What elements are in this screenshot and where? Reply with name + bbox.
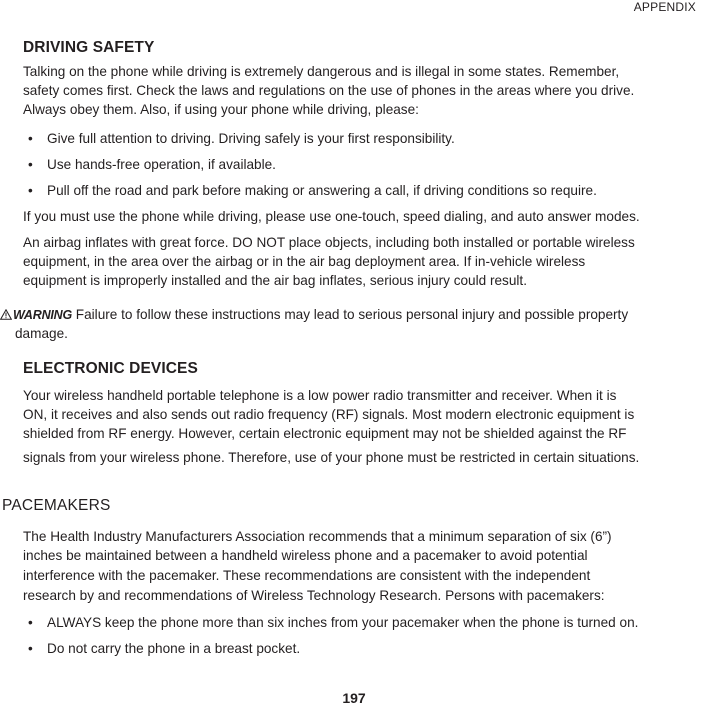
airbag-line-3: equipment is improperly installed and the air bag inflates, serious injury could result.: [23, 273, 527, 288]
heading-pacemakers: PACEMAKERS: [2, 497, 111, 514]
airbag-line-2: equipment, in the area over the airbag or in the air bag deployment area. If in-vehicle wireless: [23, 254, 586, 269]
driving-intro-line-3: Always obey them. Also, if using your phone while driving, please:: [23, 102, 419, 117]
heading-electronic-devices: ELECTRONIC DEVICES: [23, 360, 198, 377]
page-header-section: APPENDIX: [633, 0, 696, 14]
pacemakers-line-2: inches be maintained between a handheld wireless phone and a pacemaker to avoid potential: [23, 548, 588, 563]
electronic-line-4: signals from your wireless phone. Therefore, use of your phone must be restricted in certain situations.: [23, 450, 640, 465]
bullet-dot: •: [28, 157, 33, 172]
warning-text-line-2: damage.: [15, 326, 68, 341]
driving-intro-line-2: safety comes first. Check the laws and regulations on the use of phones in the areas where you drive.: [23, 83, 635, 98]
pacemakers-line-1: The Health Industry Manufacturers Association recommends that a minimum separation of six (6”): [23, 529, 612, 544]
bullet-dot: •: [28, 641, 33, 656]
bullet-dot: •: [28, 183, 33, 198]
driving-intro-line-1: Talking on the phone while driving is extremely dangerous and is illegal in some states. Remember,: [23, 64, 620, 79]
pacemakers-line-4: research by and recommendations of Wireless Technology Research. Persons with pacemakers:: [23, 588, 605, 603]
warning-row: [0, 305, 700, 325]
airbag-line-1: An airbag inflates with great force. DO NOT place objects, including both installed or portable wireless: [23, 235, 635, 250]
driving-bullet-1: Give full attention to driving. Driving safely is your first responsibility.: [47, 131, 455, 146]
electronic-line-3: shielded from RF energy. However, certain electronic equipment may not be shielded against the RF: [23, 426, 627, 441]
page-number: 197: [342, 690, 366, 706]
driving-bullet-2: Use hands-free operation, if available.: [47, 157, 276, 172]
driving-paragraph-2: If you must use the phone while driving, please use one-touch, speed dialing, and auto answer modes.: [23, 209, 640, 224]
warning-text-line-1: Failure to follow these instructions may lead to serious personal injury and possible property: [75, 307, 629, 322]
electronic-line-2: ON, it receives and also sends out radio frequency (RF) signals. Most modern electronic equipment is: [23, 407, 635, 422]
electronic-line-1: Your wireless handheld portable telephone is a low power radio transmitter and receiver. When it is: [23, 388, 617, 403]
heading-driving-safety: DRIVING SAFETY: [23, 39, 155, 56]
bullet-dot: •: [28, 131, 33, 146]
pacemakers-bullet-2: Do not carry the phone in a breast pocket.: [47, 641, 301, 656]
pacemakers-line-3: interference with the pacemaker. These recommendations are consistent with the independent: [23, 568, 591, 583]
warning-triangle-icon: [0, 306, 13, 325]
warning-label: WARNING: [13, 308, 73, 322]
bullet-dot: •: [28, 615, 33, 630]
driving-bullet-3: Pull off the road and park before making or answering a call, if driving conditions so require.: [47, 183, 597, 198]
pacemakers-bullet-1: ALWAYS keep the phone more than six inches from your pacemaker when the phone is turned on.: [47, 615, 639, 630]
